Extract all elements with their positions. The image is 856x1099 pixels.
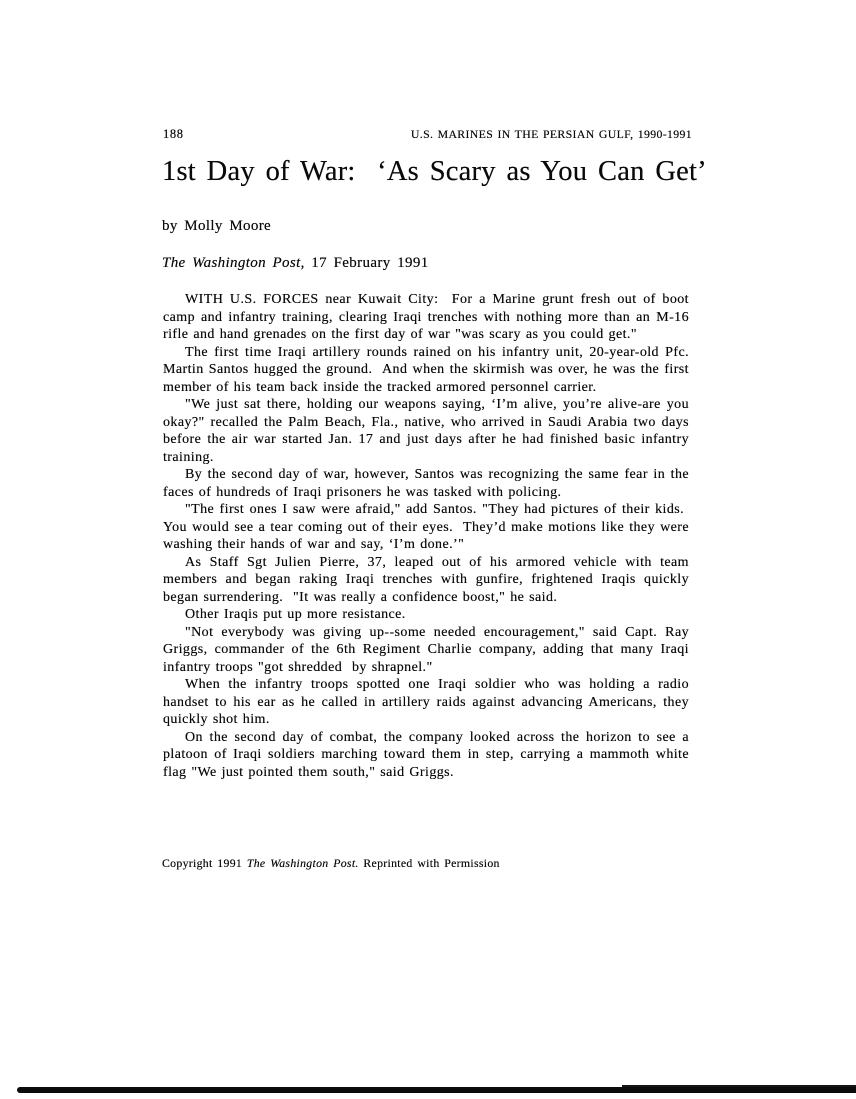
page-number: 188 <box>163 127 184 141</box>
body-paragraph: Other Iraqis put up more resistance. <box>185 607 406 622</box>
scan-artifact-bottom-bar <box>17 1087 856 1093</box>
copyright-prefix: Copyright 1991 <box>162 856 247 870</box>
source-date: , 17 February 1991 <box>300 255 429 271</box>
body-paragraph: The first time Iraqi artillery rounds rained on his infantry unit, 20-year-old Pfc. Martin Santos hugged the ground. And when the skirmish was over, he was the first member of his team back inside the tracked armored personnel carrier. <box>163 344 689 395</box>
copyright-line <box>162 856 500 871</box>
page-header <box>163 127 692 142</box>
source-publication: The Washington Post <box>162 255 301 271</box>
byline: by Molly Moore <box>162 218 272 234</box>
body-paragraph: "Not everybody was giving up--some needed encouragement," said Capt. Ray Griggs, commander of the 6th Regiment Charlie company, adding that many Iraqi infantry troops "got shredded by shrapnel." <box>163 624 689 675</box>
running-head: U.S. MARINES IN THE PERSIAN GULF, 1990-1991 <box>410 127 692 141</box>
copyright-suffix: Reprinted with Permission <box>358 856 500 870</box>
body-paragraph: As Staff Sgt Julien Pierre, 37, leaped out of his armored vehicle with team members and began raking Iraqi trenches with gunfire, frightened Iraqis quickly began surrendering. "It was really a confidence boost," he said. <box>163 554 689 605</box>
body-paragraph: "The first ones I saw were afraid," add Santos. "They had pictures of their kids. You would see a tear coming out of their eyes. They’d make motions like they were washing their hands of war and say, ‘I’m done.’" <box>163 502 689 552</box>
copyright-publication: The Washington Post. <box>246 856 359 870</box>
article-body <box>163 291 689 781</box>
body-paragraph: WITH U.S. FORCES near Kuwait City: For a Marine grunt fresh out of boot camp and infantry training, clearing Iraqi trenches with nothing more than an M-16 rifle and hand grenades on the first day of war "was scary as you could get." <box>163 292 689 342</box>
source-line <box>162 255 429 272</box>
article-title: 1st Day of War: ‘As Scary as You Can Get’ <box>162 156 707 187</box>
body-paragraph: When the infantry troops spotted one Iraqi soldier who was holding a radio handset to his ear as he called in artillery raids against advancing Americans, they quickly shot him. <box>163 677 689 727</box>
body-paragraph: On the second day of combat, the company looked across the horizon to see a platoon of Iraqi soldiers marching toward them in step, carrying a mammoth white flag "We just pointed them south," said Griggs. <box>163 729 689 780</box>
body-paragraph: "We just sat there, holding our weapons saying, ‘I’m alive, you’re alive-are you okay?" recalled the Palm Beach, Fla., native, who arrived in Saudi Arabia two days before the air war started Jan. 17 and just days after he had finished basic infantry training. <box>163 397 689 465</box>
body-paragraph: By the second day of war, however, Santos was recognizing the same fear in the faces of hundreds of Iraqi prisoners he was tasked with policing. <box>163 467 689 500</box>
